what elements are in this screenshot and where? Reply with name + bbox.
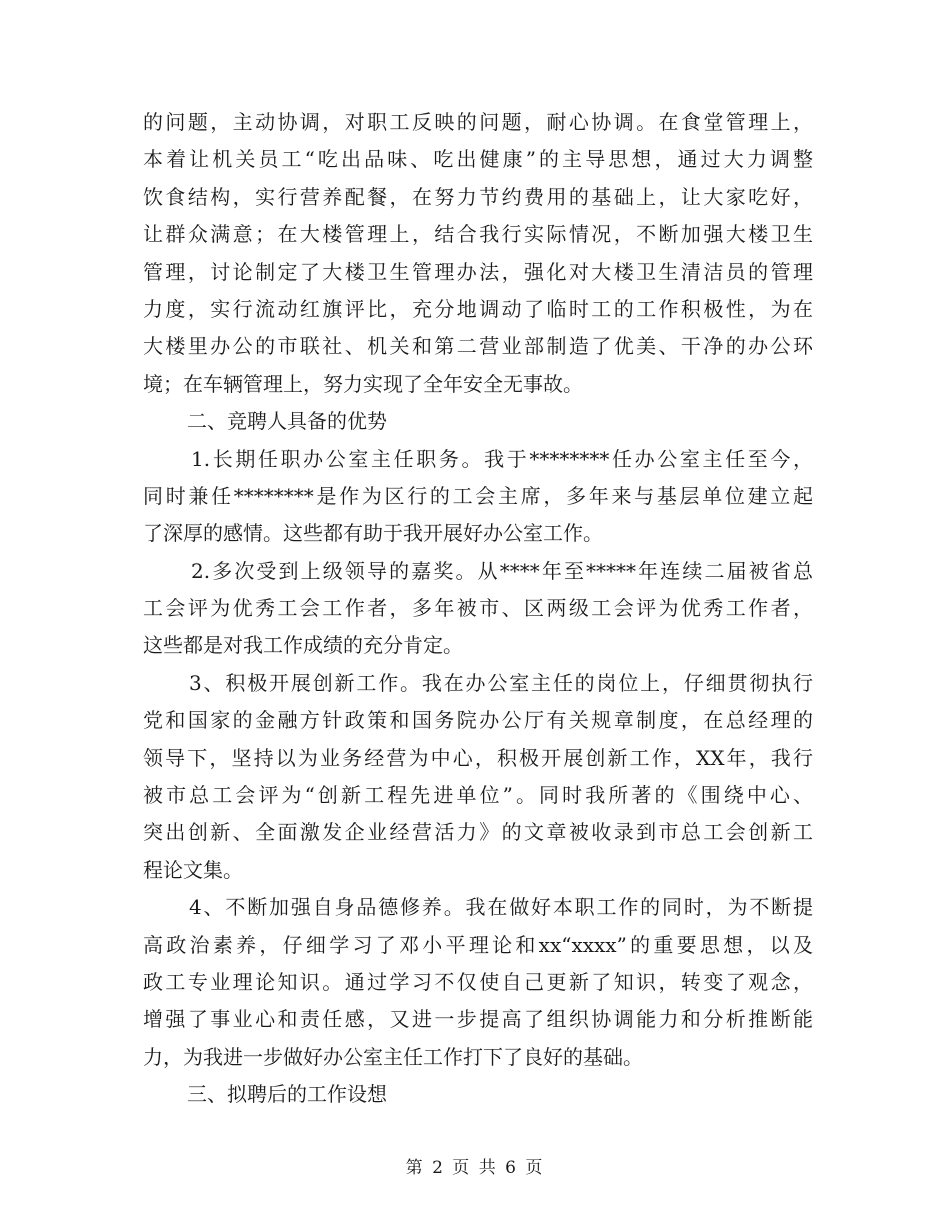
paragraph-line: 工会评为优秀工会工作者，多年被市、区两级工会评为优秀工作者， <box>143 596 813 621</box>
paragraph-line: 力，为我进一步做好办公室主任工作打下了良好的基础。 <box>143 1044 643 1069</box>
paragraph-line: 领导下，坚持以为业务经营为中心，积极开展创新工作，XX年，我行 <box>143 745 813 770</box>
paragraph-line: 程论文集。 <box>143 857 243 882</box>
paragraph-line: 的问题，主动协调，对职工反映的问题，耐心协调。在食堂管理上， <box>143 110 813 134</box>
section-heading: 二、竞聘人具备的优势 <box>187 409 387 434</box>
paragraph-line: 了深厚的感情。这些都有助于我开展好办公室工作。 <box>143 521 603 546</box>
paragraph-line: 4、不断加强自身品德修养。我在做好本职工作的同时，为不断提 <box>189 895 813 920</box>
paragraph-line: 饮食结构，实行营养配餐，在努力节约费用的基础上，让大家吃好， <box>143 184 813 209</box>
paragraph-line: 政工专业理论知识。通过学习不仅使自己更新了知识，转变了观念， <box>143 969 813 994</box>
paragraph-line: 本着让机关员工“吃出品味、吃出健康”的主导思想，通过大力调整 <box>143 147 813 172</box>
paragraph-line: 增强了事业心和责任感，又进一步提高了组织协调能力和分析推断能 <box>143 1007 813 1032</box>
section-heading: 三、拟聘后的工作设想 <box>187 1082 387 1107</box>
paragraph-line: 让群众满意；在大楼管理上，结合我行实际情况，不断加强大楼卫生 <box>143 222 813 247</box>
paragraph-line: 管理，讨论制定了大楼卫生管理办法，强化对大楼卫生清洁员的管理 <box>143 259 813 284</box>
body-text <box>143 104 813 1114</box>
paragraph-line: 大楼里办公的市联社、机关和第二营业部制造了优美、干净的办公环 <box>143 334 813 359</box>
paragraph-line: 这些都是对我工作成绩的充分肯定。 <box>143 633 463 658</box>
paragraph-line: 3、积极开展创新工作。我在办公室主任的岗位上，仔细贯彻执行 <box>189 670 813 695</box>
paragraph-line: 力度，实行流动红旗评比，充分地调动了临时工的工作积极性，为在 <box>143 296 813 321</box>
paragraph-line: 同时兼任********是作为区行的工会主席，多年来与基层单位建立起 <box>143 483 813 508</box>
paragraph-line: 被市总工会评为“创新工程先进单位”。同时我所著的《围绕中心、 <box>143 783 813 808</box>
paragraph-line: 党和国家的金融方针政策和国务院办公厅有关规章制度，在总经理的 <box>143 708 813 733</box>
paragraph-line: 高政治素养，仔细学习了邓小平理论和xx“xxxx”的重要思想，以及 <box>143 932 813 957</box>
paragraph-line: 境；在车辆管理上，努力实现了全年安全无事故。 <box>143 371 583 396</box>
paragraph-line: 1.长期任职办公室主任职务。我于********任办公室主任至今， <box>191 446 813 471</box>
paragraph-line: 2.多次受到上级领导的嘉奖。从****年至*****年连续二届被省总 <box>191 558 813 583</box>
paragraph-line: 突出创新、全面激发企业经营活力》的文章被收录到市总工会创新工 <box>143 820 813 845</box>
page-footer: 第 2 页 共 6 页 <box>405 1158 545 1178</box>
